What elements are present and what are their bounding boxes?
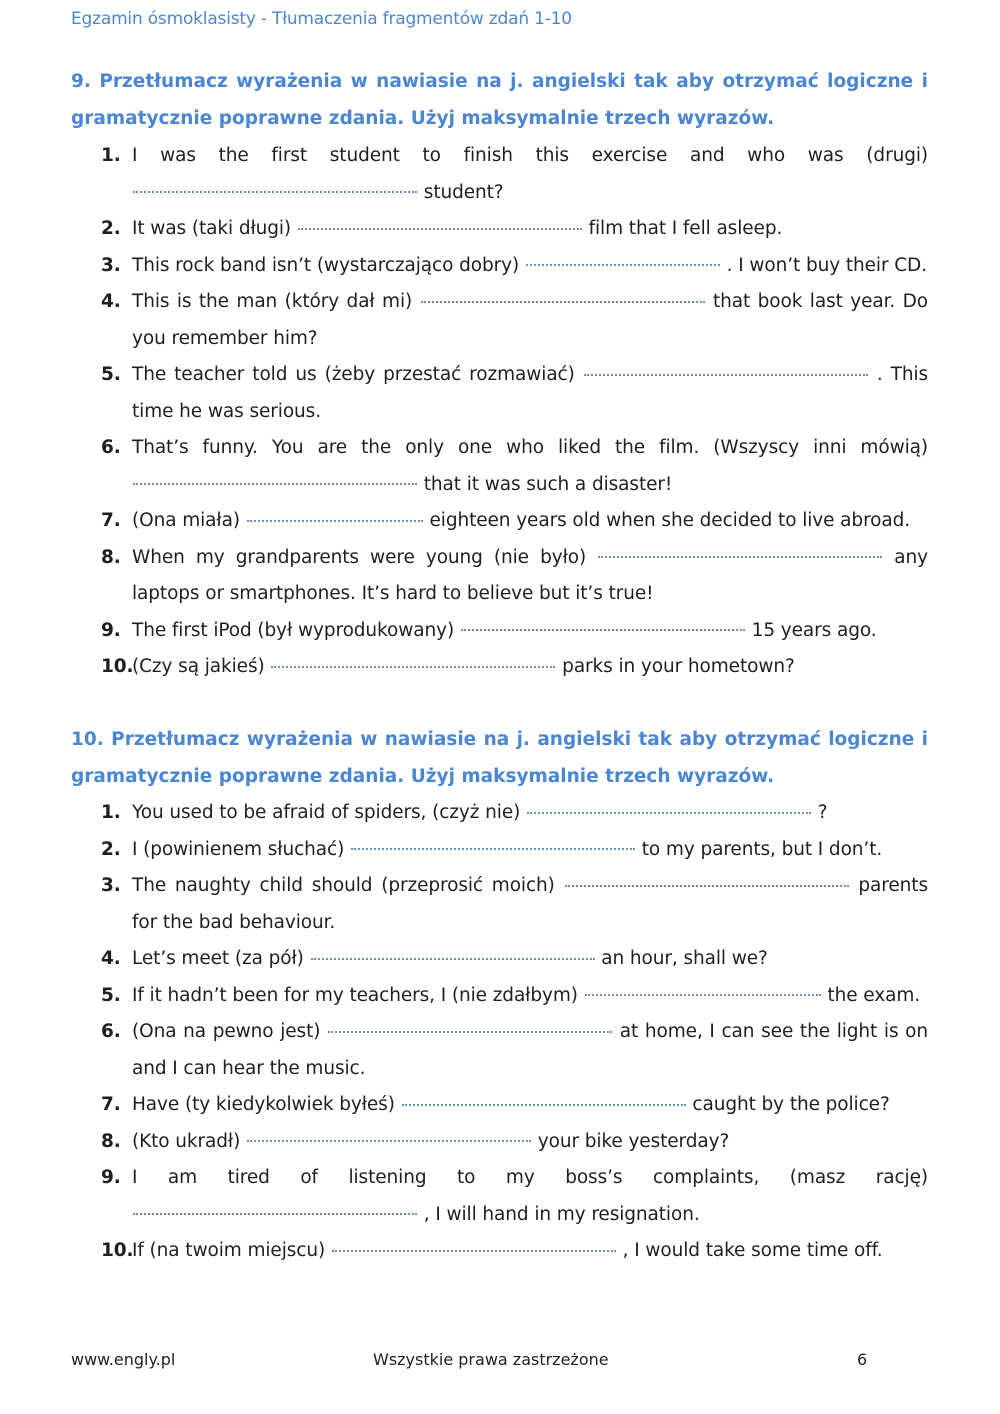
item-text-before: (Ona miała) <box>132 510 240 531</box>
task-10-item-5 <box>71 978 928 1015</box>
answer-blank[interactable] <box>271 665 555 668</box>
task-10-title: 10. Przetłumacz wyrażenia w nawiasie na j. angielski tak aby otrzymać logiczne i gramatycznie poprawne zdania. Użyj maksymalnie trzech wyrazów. <box>71 729 928 787</box>
item-number: 9. <box>101 1167 121 1188</box>
answer-blank[interactable] <box>133 190 417 193</box>
answer-blank[interactable] <box>133 482 417 485</box>
item-text-after: eighteen years old when she decided to live abroad. <box>429 510 911 531</box>
item-number: 5. <box>101 984 121 1006</box>
item-number: 4. <box>101 291 121 312</box>
task-9-item-3 <box>71 248 928 285</box>
item-number: 4. <box>101 948 121 969</box>
answer-blank[interactable] <box>584 373 868 376</box>
task-9-item-7 <box>71 503 928 540</box>
footer-website: www.engly.pl <box>71 1350 176 1369</box>
answer-blank[interactable] <box>585 993 821 996</box>
footer-rights: Wszystkie prawa zastrzeżone <box>373 1350 609 1369</box>
task-9-item-4 <box>71 284 928 357</box>
answer-blank[interactable] <box>328 1030 612 1033</box>
item-number: 2. <box>101 218 121 239</box>
item-text-before: (Czy są jakieś) <box>132 656 265 677</box>
task-10-item-1 <box>71 795 928 832</box>
answer-blank[interactable] <box>247 519 423 522</box>
item-number: 7. <box>101 510 121 531</box>
answer-blank[interactable] <box>247 1139 531 1142</box>
item-text-after: . This time he was serious. <box>132 364 929 422</box>
item-text-after: film that I fell asleep. <box>588 218 783 239</box>
task-10-list <box>71 795 928 1270</box>
answer-blank[interactable] <box>527 811 811 814</box>
item-number: 3. <box>101 875 121 896</box>
item-number: 5. <box>101 364 121 385</box>
item-text-after: your bike yesterday? <box>537 1130 730 1152</box>
item-text-after: . I won’t buy their CD. <box>726 254 927 276</box>
item-number: 10. <box>101 656 134 677</box>
item-text-after: that it was such a disaster! <box>423 473 673 495</box>
task-9-item-8 <box>71 540 928 613</box>
item-text-after: student? <box>423 181 504 203</box>
item-text-before: The first iPod (był wyprodukowany) <box>132 619 455 641</box>
item-text-before: If it hadn’t been for my teachers, I (nie zdałbym) <box>132 984 578 1006</box>
answer-blank[interactable] <box>351 847 635 850</box>
item-text-after: 15 years ago. <box>751 619 877 641</box>
item-text-after: parks in your hometown? <box>562 656 795 677</box>
item-text-before: It was (taki długi) <box>132 218 292 239</box>
task-9-item-6 <box>71 430 928 503</box>
answer-blank[interactable] <box>461 628 745 631</box>
item-number: 2. <box>101 838 121 860</box>
answer-blank[interactable] <box>526 263 720 266</box>
answer-blank[interactable] <box>133 1212 417 1215</box>
item-text-before: The naughty child should (przeprosić moich) <box>132 875 555 896</box>
task-9-list <box>71 138 928 686</box>
item-text-before: I (powinienem słuchać) <box>132 838 345 860</box>
task-10-item-8 <box>71 1124 928 1161</box>
task-10-item-10 <box>71 1233 928 1270</box>
task-10-item-6 <box>71 1014 928 1087</box>
item-number: 8. <box>101 1130 121 1152</box>
footer-page-number: 6 <box>857 1350 868 1369</box>
item-text-after: the exam. <box>827 984 921 1006</box>
answer-blank[interactable] <box>598 555 882 558</box>
item-number: 6. <box>101 437 121 458</box>
answer-blank[interactable] <box>421 300 705 303</box>
item-text-after: parents for the bad behaviour. <box>132 875 928 933</box>
item-text-after: at home, I can see the light is on and I can hear the music. <box>132 1021 929 1079</box>
item-text-before: The teacher told us (żeby przestać rozmawiać) <box>132 364 575 385</box>
item-number: 8. <box>101 546 121 568</box>
item-text-before: I was the first student to finish this exercise and who was (drugi) <box>132 145 928 166</box>
item-text-before: (Kto ukradł) <box>132 1130 241 1152</box>
item-text-after: to my parents, but I don’t. <box>641 838 883 860</box>
item-text-after: that book last year. Do you remember him? <box>132 291 928 349</box>
item-text-after: an hour, shall we? <box>601 948 768 969</box>
document-header: Egzamin ósmoklasisty - Tłumaczenia fragmentów zdań 1-10 <box>71 9 572 29</box>
item-text-before: That’s funny. You are the only one who liked the film. (Wszyscy inni mówią) <box>132 437 928 458</box>
item-text-before: This rock band isn’t (wystarczająco dobry) <box>132 254 520 276</box>
item-number: 1. <box>101 145 121 166</box>
task-9-item-5 <box>71 357 928 430</box>
item-text-before: I am tired of listening to my boss’s complaints, (masz rację) <box>132 1167 928 1188</box>
task-10-item-2 <box>71 832 928 869</box>
answer-blank[interactable] <box>311 957 595 960</box>
item-text-after: caught by the police? <box>692 1094 890 1115</box>
answer-blank[interactable] <box>298 227 582 230</box>
item-text-after: any laptops or smartphones. It’s hard to believe but it’s true! <box>132 546 928 604</box>
item-number: 1. <box>101 802 121 823</box>
item-number: 6. <box>101 1021 121 1042</box>
task-10-item-7 <box>71 1087 928 1124</box>
task-9-item-9 <box>71 613 928 650</box>
task-10-item-3 <box>71 868 928 941</box>
item-text-after: , I would take some time off. <box>622 1240 883 1261</box>
task-9-item-10 <box>71 649 928 686</box>
item-text-before: This is the man (który dał mi) <box>132 291 413 312</box>
item-text-before: You used to be afraid of spiders, (czyż nie) <box>132 802 521 823</box>
task-9-item-2 <box>71 211 928 248</box>
item-number: 10. <box>101 1240 134 1261</box>
item-text-before: When my grandparents were young (nie było) <box>132 546 587 568</box>
item-number: 9. <box>101 619 121 641</box>
item-text-after: ? <box>817 802 828 823</box>
task-9-title: 9. Przetłumacz wyrażenia w nawiasie na j. angielski tak aby otrzymać logiczne i gramatycznie poprawne zdania. Użyj maksymalnie trzech wyrazów. <box>71 71 928 129</box>
item-text-before: If (na twoim miejscu) <box>132 1240 326 1261</box>
answer-blank[interactable] <box>565 884 849 887</box>
task-10-item-9 <box>71 1160 928 1233</box>
answer-blank[interactable] <box>402 1103 686 1106</box>
item-text-before: (Ona na pewno jest) <box>132 1021 321 1042</box>
item-text-before: Let’s meet (za pół) <box>132 948 304 969</box>
item-number: 3. <box>101 254 121 276</box>
task-9-item-1 <box>71 138 928 211</box>
item-number: 7. <box>101 1094 121 1115</box>
item-text-before: Have (ty kiedykolwiek byłeś) <box>132 1094 395 1115</box>
item-text-after: , I will hand in my resignation. <box>423 1203 700 1225</box>
answer-blank[interactable] <box>332 1249 616 1252</box>
task-10-item-4 <box>71 941 928 978</box>
